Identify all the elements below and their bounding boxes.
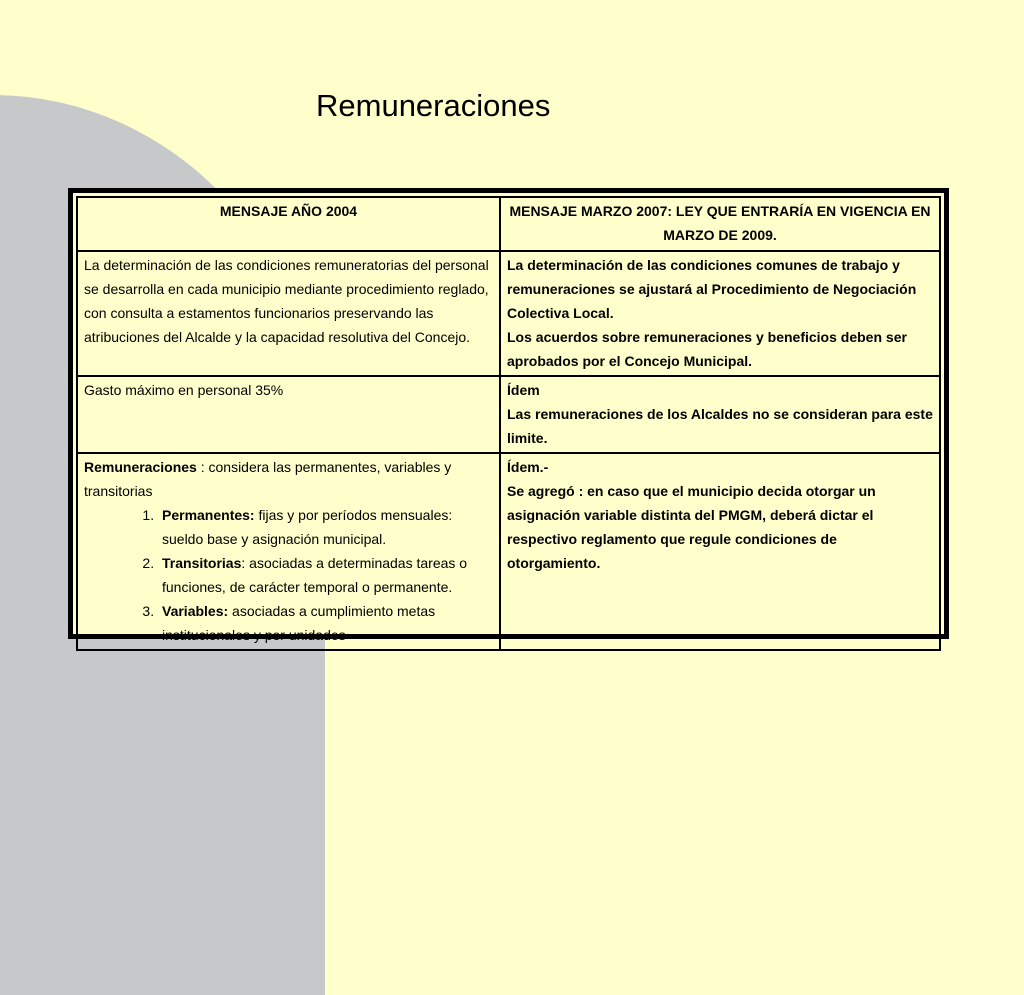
row2-right-text-1: Ídem: [507, 382, 540, 398]
list-item: [158, 503, 493, 551]
row3-intro-text: : considera las permanentes, variables y transitorias: [84, 459, 452, 499]
row1-right-cell: [500, 251, 940, 376]
list-item: [158, 599, 493, 647]
comparison-table-frame: [68, 188, 949, 643]
table-header-row: [77, 197, 940, 251]
header-mensaje-2004: MENSAJE AÑO 2004: [77, 197, 500, 251]
slide-title: Remuneraciones: [316, 88, 551, 123]
list-item-label: Permanentes:: [162, 507, 255, 523]
row2-left-cell: [77, 376, 500, 453]
remuneration-types-list: [84, 503, 493, 647]
row3-left-cell: [77, 453, 500, 650]
row1-left-text: La determinación de las condiciones remuneratorias del personal se desarrolla en cada municipio mediante procedimiento reglado, con consulta a estamentos funcionarios preservando las atribuciones del Alcalde y la capacidad resolutiva del Concejo.: [84, 257, 489, 345]
list-item: [158, 551, 493, 599]
row3-right-text-1: Ídem.-: [507, 459, 549, 475]
row3-right-text-2: Se agregó : en caso que el municipio decida otorgar un asignación variable distinta del PMGM, deberá dictar el respectivo reglamento que regule condiciones de otorgamiento.: [507, 483, 876, 571]
row2-right-cell: [500, 376, 940, 453]
row3-intro: [84, 455, 493, 503]
list-item-text: asociadas a cumplimiento metas institucionales y por unidades: [162, 603, 436, 643]
table-row: [77, 251, 940, 376]
row3-right-cell: [500, 453, 940, 650]
table-row: [77, 376, 940, 453]
table-row: [77, 453, 940, 650]
list-item-text: fijas y por períodos mensuales: sueldo base y asignación municipal.: [162, 507, 453, 547]
row2-left-text: Gasto máximo en personal 35%: [84, 382, 284, 398]
row1-left-cell: [77, 251, 500, 376]
row1-right-text-2: Los acuerdos sobre remuneraciones y beneficios deben ser aprobados por el Concejo Municipal.: [507, 329, 907, 369]
row2-right-text-2: Las remuneraciones de los Alcaldes no se consideran para este limite.: [507, 406, 933, 446]
header-mensaje-2007: MENSAJE MARZO 2007: LEY QUE ENTRARÍA EN VIGENCIA EN MARZO DE 2009.: [500, 197, 940, 251]
list-item-label: Variables:: [162, 603, 229, 619]
list-item-text: : asociadas a determinadas tareas o funciones, de carácter temporal o permanente.: [162, 555, 468, 595]
row3-intro-label: Remuneraciones: [84, 459, 197, 475]
row1-right-text-1: La determinación de las condiciones comunes de trabajo y remuneraciones se ajustará al Procedimiento de Negociación Colectiva Local.: [507, 257, 917, 321]
list-item-label: Transitorias: [162, 555, 242, 571]
comparison-table: [76, 196, 941, 651]
